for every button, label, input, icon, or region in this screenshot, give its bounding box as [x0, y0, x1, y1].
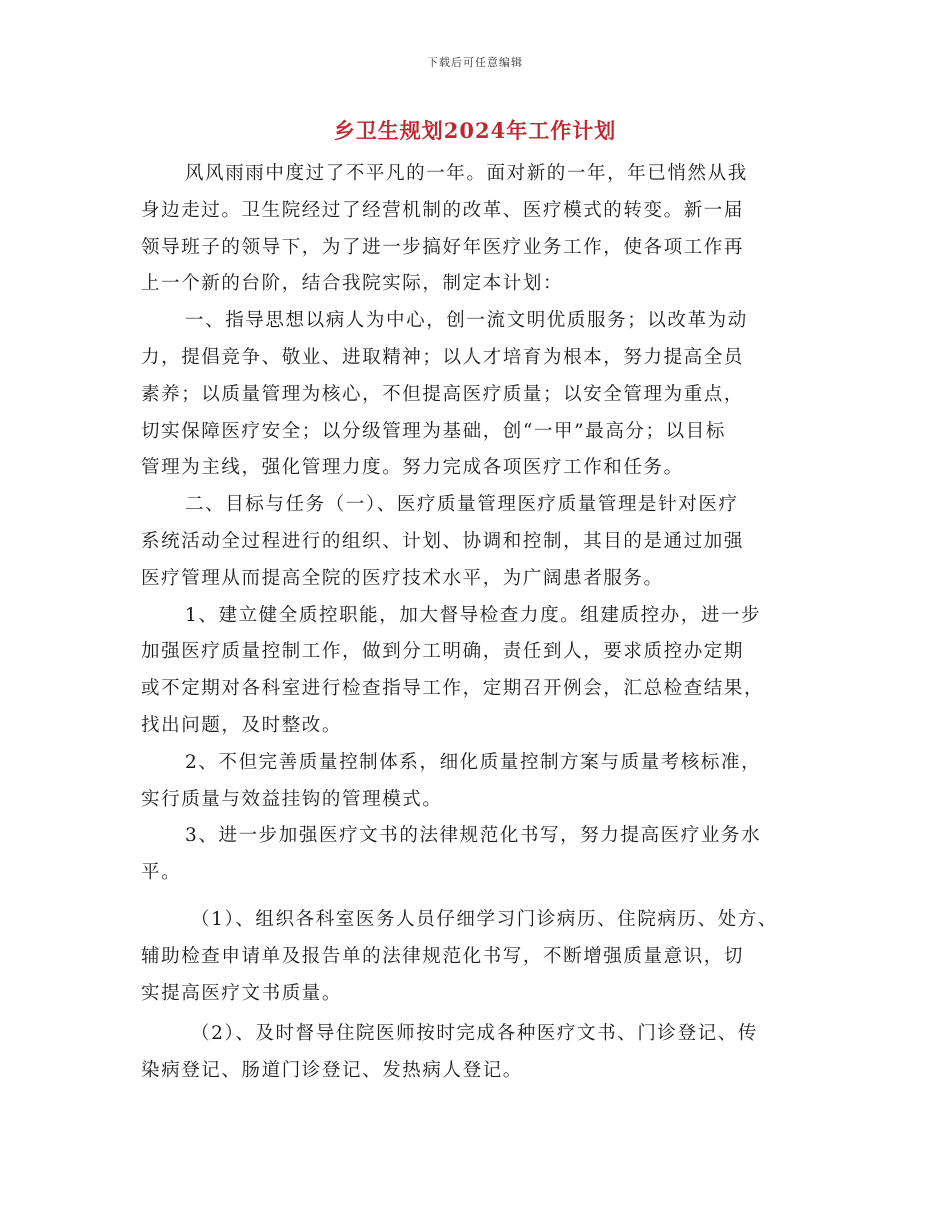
paragraph-line: （2）、及时督导住院医师按时完成各种医疗文书、门诊登记、传 — [191, 1023, 758, 1045]
document-body — [141, 156, 811, 1090]
document-title: 乡卫生规划2024年工作计划 — [333, 118, 617, 143]
paragraph-line: 系统活动全过程进行的组织、计划、协调和控制，其目的是通过加强 — [141, 530, 745, 552]
paragraph-line: 3、进一步加强医疗文书的法律规范化书写，努力提高医疗业务水 — [185, 825, 762, 847]
paragraph-line: 平。 — [141, 862, 182, 884]
paragraph-line: 加强医疗质量控制工作，做到分工明确，责任到人，要求质控办定期 — [141, 641, 745, 663]
paragraph-line: 风风雨雨中度过了不平凡的一年。面对新的一年，年已悄然从我 — [185, 163, 748, 184]
paragraph-line: 实提高医疗文书质量。 — [141, 982, 343, 1004]
paragraph-line: 身边走过。卫生院经过了经营机制的改革、医疗模式的转变。新一届 — [141, 199, 745, 221]
paragraph-line: 素养；以质量管理为核心，不但提高医疗质量；以安全管理为重点， — [141, 383, 745, 405]
paragraph-line: 1、建立健全质控职能，加大督导检查力度。组建质控办，进一步 — [185, 604, 762, 626]
paragraph-line: 2、不但完善质量控制体系，细化质量控制方案与质量考核标准， — [185, 751, 762, 773]
paragraph-line: （1）、组织各科室医务人员仔细学习门诊病历、住院病历、处方、 — [191, 908, 779, 930]
paragraph-line: 力，提倡竞争、敬业、进取精神；以人才培育为根本，努力提高全员 — [141, 346, 745, 368]
paragraph-line: 医疗管理从而提高全院的医疗技术水平，为广阔患者服务。 — [141, 567, 664, 589]
paragraph-line: 二、目标与任务（一）、医疗质量管理医疗质量管理是针对医疗 — [185, 494, 739, 516]
paragraph-line: 上一个新的台阶，结合我院实际，制定本计划： — [141, 273, 564, 295]
paragraph-line: 一、指导思想以病人为中心，创一流文明优质服务；以改革为动 — [185, 310, 748, 332]
header-note: 下载后可任意编辑 — [427, 56, 523, 69]
paragraph-line: 找出问题，及时整改。 — [141, 714, 343, 736]
paragraph-line: 实行质量与效益挂钩的管理模式。 — [141, 788, 443, 810]
paragraph-line: 染病登记、肠道门诊登记、发热病人登记。 — [141, 1060, 523, 1082]
paragraph-line: 切实保障医疗安全；以分级管理为基础，创“一甲”最高分；以目标 — [141, 420, 726, 442]
paragraph-line: 管理为主线，强化管理力度。努力完成各项医疗工作和任务。 — [141, 457, 684, 479]
paragraph-line: 领导班子的领导下，为了进一步搞好年医疗业务工作，使各项工作再 — [141, 236, 745, 258]
paragraph-line: 或不定期对各科室进行检查指导工作，定期召开例会，汇总检查结果， — [141, 678, 765, 700]
paragraph-line: 辅助检查申请单及报告单的法律规范化书写，不断增强质量意识，切 — [141, 945, 745, 967]
